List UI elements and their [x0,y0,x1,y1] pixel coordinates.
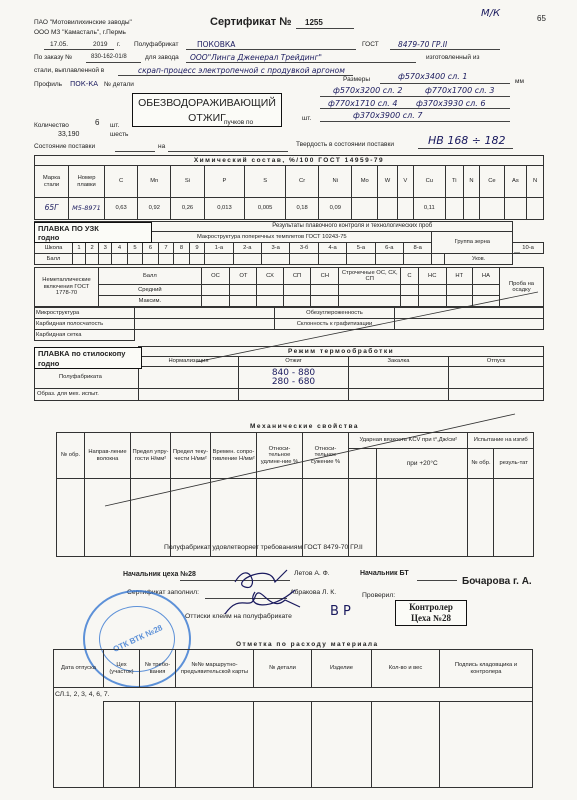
usage-col-2: № требо-вания [140,650,176,688]
usage-row1: СЛ.1, 2, 3, 4, 6, 7. [54,688,533,702]
brand-label: Оттиски клейм на полуфабрикате [185,613,292,620]
usage-title: Отметка по расходу материала [236,641,379,648]
stylo-stamp-line2: годно [38,358,60,368]
nm-col-sx: СХ [257,268,283,285]
heat-col-anneal: Отжиг [239,357,349,367]
page-number: 65 [537,14,546,23]
chem-head-16: As [504,166,527,198]
nm-col-ball: Балл [99,268,202,285]
grain-title: Группа зерна [432,232,513,254]
chem-head-5: P [204,166,245,198]
plant-value: ООО"Линга Дженерал Трейдинг" [190,53,322,62]
nonmetal-label: Неметаллические включения ГОСТ 1778-70 [35,268,99,307]
usage-col-3: №№ маршрутно-предъявительской карты [176,650,254,688]
school-9: 1-а [205,243,233,254]
chem-head-13: Ti [445,166,463,198]
chem-val-8: 0,09 [319,198,352,220]
steel-label: стали, выплавленной в [34,67,105,74]
heat-col-quench: Закалка [349,357,449,367]
chem-head-15: Ce [480,166,504,198]
chem-head-9: Mo [352,166,378,198]
sizes-label: Размеры [343,76,371,83]
pcs-label-2: шт. [302,115,312,122]
gost-label: ГОСТ [362,41,379,48]
size-1: ф570х3400 сл. 1 [398,72,468,81]
school-6: 7 [158,243,174,254]
size-4: ф770х1710 сл. 4 [328,99,398,108]
mech-col-4: Времен. сопро-тивление Н/мм² [211,433,257,479]
heat-title: Режим термообработки [139,347,544,357]
mech-col-8: при +20°С [377,449,468,479]
bunch-label: пучков по [224,119,254,126]
ukov-label: Уков. [445,254,513,265]
order-value: 830-162-01/8 [91,54,127,60]
certificate-title: Сертификат № [210,16,292,28]
size-3: ф770х1700 сл. 3 [425,86,495,95]
nm-col-ot: ОТ [230,268,257,285]
heat-semi-label: Полуфабриката [35,367,139,389]
filled-label: Сертификат заполнил: [127,589,199,596]
school-12: 3-б [290,243,319,254]
school-7: 8 [174,243,190,254]
brand-marks: В Р [330,604,351,619]
school-16: 8-а [403,243,431,254]
nm-col-s: С [401,268,419,285]
school-5: 6 [143,243,159,254]
carbide-strip-label: Карбидная полосчатость [35,319,135,330]
chem-head-12: Cu [413,166,445,198]
usage-col-7: Подпись кладовщика и контролера [440,650,533,688]
school-13: 4-а [318,243,346,254]
max-label: Максим. [99,296,202,307]
qty-value: 6 [95,118,100,127]
school-0: 1 [73,243,86,254]
chem-val-5: 0,013 [204,198,245,220]
usage-col-4: № детали [254,650,312,688]
school-8: 9 [189,243,205,254]
hardness-label: Твердость в состоянии поставки [296,141,394,148]
usage-table [53,649,533,788]
chem-head-11: V [397,166,413,198]
chem-title: Химический состав, %/100 ГОСТ 14959-79 [35,156,544,166]
school-3: 4 [112,243,128,254]
controller-stamp-line1: Контролер [409,602,453,612]
chem-head-3: Mn [138,166,171,198]
steel-value: скрап-процесс электропечной с продувкой аргоном [138,66,345,75]
control-title: Результаты плавочного контроля и технологических проб [35,222,513,232]
mech-col-3: Предел теку-чести Н/мм² [171,433,211,479]
chem-val-12: 0,11 [413,198,445,220]
chem-head-14: N [463,166,480,198]
semi-value: ПОКОВКА [197,40,236,49]
mech-col-5: Относи-тельное удлине-ние % [257,433,303,479]
chem-val-4: 0,26 [171,198,204,220]
date-suffix: г. [117,41,121,48]
chief-label: Начальник цеха №28 [123,571,196,578]
chem-head-6: S [245,166,286,198]
part-label: № детали [104,81,134,88]
gost-value: 8479-70 ГР.II [398,40,448,49]
profile-value: ПОК-КА [70,80,99,88]
mech-col-1: Направ-ление волокна [85,433,131,479]
filled-name: Абракова Л. К. [290,589,337,596]
nm-col-sn: СН [311,268,339,285]
heat-col-norm: Нормализация [139,357,239,367]
school-10: 2-а [233,243,261,254]
nm-col-nt: НТ [446,268,472,285]
anneal-value-1: 840 - 880 [271,367,316,378]
nm-col-na: НА [472,268,499,285]
carbide-net-label: Карбидная сетка [35,330,135,341]
school-label: Школа [35,243,73,254]
chem-head-1: Номер плавки [69,166,105,198]
bt-name: Бочарова г. А. [462,576,532,587]
heat-col-temper: Отпуск [449,357,544,367]
macro-title: Макроструктура поперечных темплетов ГОСТ 10243-75 [112,232,432,243]
mech-title: Механические свойства [250,423,359,430]
chem-head-10: W [378,166,398,198]
meets-text: Полуфабрикат удовлетворяет требованиям ГОСТ 8479-70 ГР.II [164,544,363,551]
uzk-stamp-line1: ПЛАВКА ПО УЗК [38,224,99,233]
size-6: ф370х3930 сл. 6 [416,99,486,108]
nm-col-os: ОС [201,268,230,285]
school-15: 6-а [375,243,403,254]
mech-col-10: № обр. [468,449,494,479]
school-2: 3 [99,243,112,254]
chem-val-2: 0,63 [105,198,138,220]
signature-chief [215,552,325,622]
chief-name: Летов А. Ф. [294,570,330,577]
nm-col-sp: СП [283,268,311,285]
usage-col-6: Кол-во и вес [372,650,440,688]
usage-col-5: Изделие [312,650,372,688]
size-2: ф570х3200 сл. 2 [333,86,403,95]
state-label: Состояние поставки [34,143,96,150]
ukov-dash: — [514,250,520,256]
micro-label: Микроструктура [35,308,135,319]
qty-label: Количество [34,122,69,129]
anneal-stamp-line1: ОБЕЗВОДОРАЖИВАЮЩИЙ [138,97,276,109]
mech-col-11: резуль-тат [494,449,534,479]
anneal-value-2: 280 - 680 [271,376,316,387]
date-year: 2019 [93,41,108,48]
weight-unit: шесть [110,131,129,138]
mech-col-7: Ударная вязкость KCV при t°,Дж/см² [349,433,468,449]
chem-head-8: Ni [319,166,352,198]
mech-col-9: Испытание на изгиб [468,433,534,449]
order-label: По заказу № [34,54,73,61]
nm-col-strings: Строчечные ОС, СХ, СП [339,268,401,285]
school-1: 2 [86,243,99,254]
certificate-number: 1255 [305,18,323,27]
company-sub: ООО МЗ "Камасталь", г.Пермь [34,29,126,36]
nm-col-ns: НС [418,268,446,285]
corner-mark: М/К [481,8,501,19]
mech-col-2: Предел упру-гости Н/мм² [131,433,171,479]
heat-sample-label: Образ. для мех. испыт. [35,389,139,401]
semi-label: Полуфабрикат [134,41,179,48]
chem-val-6: 0,005 [245,198,286,220]
otk-stamp-text: ОТК ВТК №28 [111,623,164,654]
school-11: 3-а [261,243,289,254]
cancel-line-2 [196,292,538,362]
date-day: 17.05. [50,41,69,48]
controller-stamp [395,600,467,626]
stylo-stamp-line1: ПЛАВКА по стилоскопу [38,349,126,358]
chem-head-0: Марка стали [35,166,69,198]
decarb-label: Обезуглероженность [275,308,395,319]
chem-val-7: 0,18 [285,198,318,220]
graph-label: Склонность к графитизации [275,319,395,330]
chem-head-17: N [527,166,544,198]
mech-col-6: Относи-тельное сужение % [303,433,349,479]
chem-val-1: М5-8971 [69,198,105,220]
chem-head-7: Cr [285,166,318,198]
pcs-label: шт. [110,122,120,129]
school-14: 5-а [347,243,375,254]
made-label: изготовленный из [426,54,480,61]
controller-stamp-line2: Цеха №28 [411,613,451,623]
mech-col-0: № обр. [57,433,85,479]
profile-label: Профиль [34,81,63,88]
plant-label: для завода [145,54,179,61]
ball-label: Балл [35,254,73,265]
school-4: 5 [127,243,143,254]
anneal-stamp-line2: ОТЖИГ [188,112,226,124]
hardness-value: НВ 168 ÷ 182 [428,134,506,147]
usage-col-1: Цех (участок) [104,650,140,688]
school-17: 10-а [513,243,544,254]
chem-head-2: C [105,166,138,198]
size-7: ф370х3900 сл. 7 [353,111,423,120]
bt-label: Начальник БТ [360,570,409,577]
usage-col-0: Дата отпуска [54,650,104,688]
chem-val-0: 65Г [35,198,69,220]
mm-label: мм [515,78,524,85]
chem-val-3: 0,92 [138,198,171,220]
chem-head-4: Si [171,166,204,198]
company-name: ПАО "Мотовилихинские заводы" [34,19,132,26]
avg-label: Средний [99,285,202,296]
cancel-line-1 [105,414,515,506]
checked-label: Проверил: [362,592,396,599]
upset-label: Проба на осадку [500,268,544,307]
uzk-stamp-line2: годно [38,233,60,242]
on-label: на [158,143,166,150]
weight-value: 33,190 [58,131,80,138]
